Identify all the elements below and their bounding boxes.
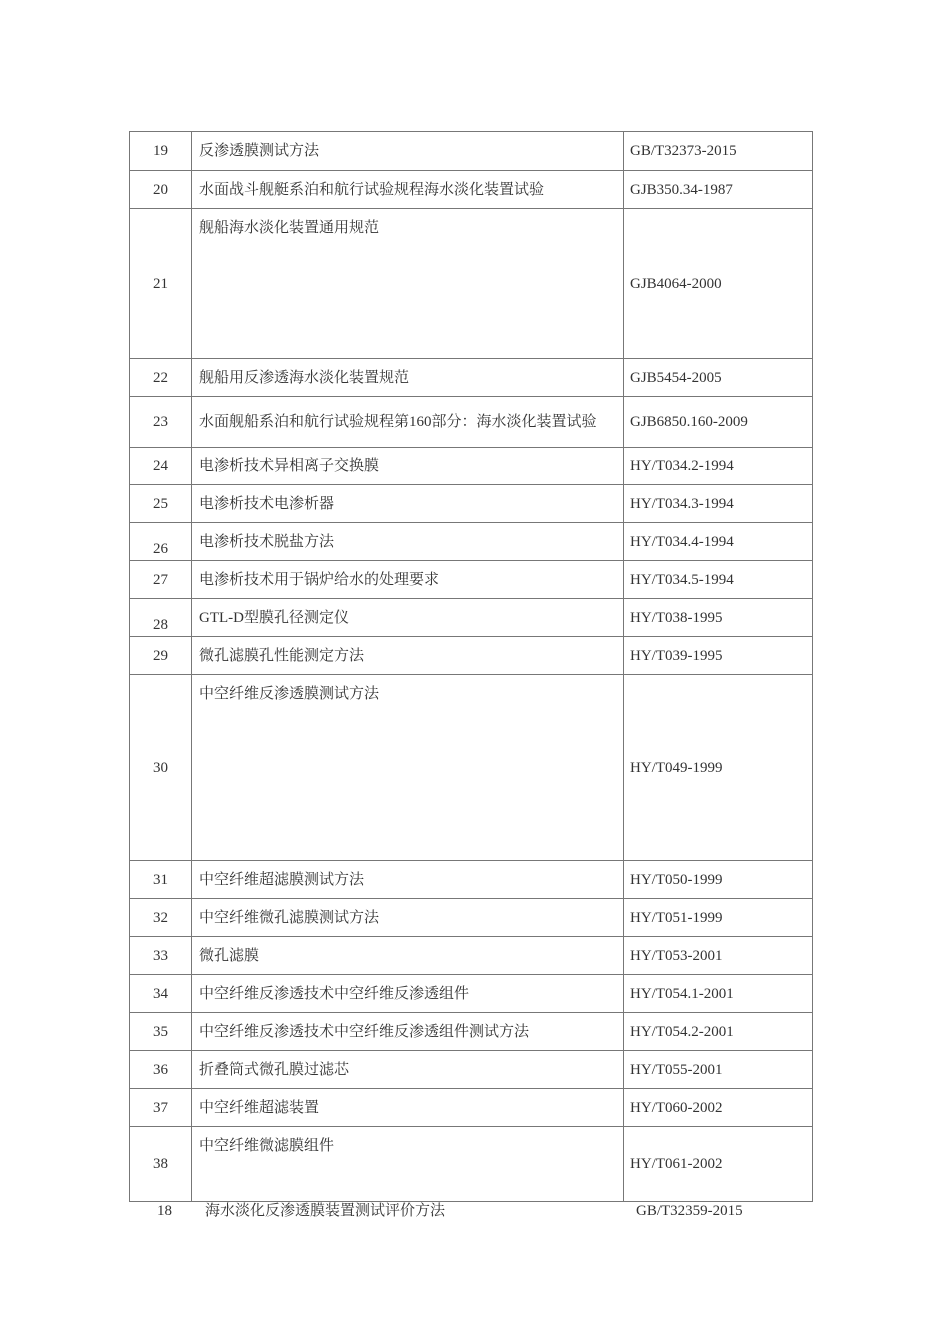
standard-name: 水面舰船系泊和航行试验规程第160部分：海水淡化装置试验: [192, 397, 624, 448]
standard-code: GJB5454-2005: [624, 359, 813, 397]
standards-table: [129, 131, 813, 1202]
row-number: 33: [130, 937, 192, 975]
row-number: 38: [130, 1127, 192, 1202]
row-number: 21: [130, 209, 192, 359]
standard-name: 折叠筒式微孔膜过滤芯: [192, 1051, 624, 1089]
standard-name: 中空纤维微孔滤膜测试方法: [192, 899, 624, 937]
trailing-row-name: 海水淡化反渗透膜装置测试评价方法: [205, 1203, 446, 1219]
standard-code: GB/T32373-2015: [624, 132, 813, 171]
trailing-row-code: GB/T32359-2015: [636, 1203, 743, 1219]
standard-name: 中空纤维超滤装置: [192, 1089, 624, 1127]
standard-code: HY/T039-1995: [624, 637, 813, 675]
row-number: 37: [130, 1089, 192, 1127]
table-row: [130, 1089, 813, 1127]
row-number: 34: [130, 975, 192, 1013]
row-number: 23: [130, 397, 192, 448]
row-number: 22: [130, 359, 192, 397]
standard-code: GJB6850.160-2009: [624, 397, 813, 448]
standard-name: 中空纤维反渗透膜测试方法: [192, 675, 624, 861]
row-number: 31: [130, 861, 192, 899]
standard-name: 舰船海水淡化装置通用规范: [192, 209, 624, 359]
standard-name: 舰船用反渗透海水淡化装置规范: [192, 359, 624, 397]
standard-name: 电渗析技术异相离子交换膜: [192, 448, 624, 485]
standard-name: 电渗析技术脱盐方法: [192, 523, 624, 561]
standard-name: 微孔滤膜孔性能测定方法: [192, 637, 624, 675]
table-row: [130, 132, 813, 171]
row-number: 35: [130, 1013, 192, 1051]
table-row: [130, 675, 813, 861]
table-row: [130, 561, 813, 599]
standard-name: 中空纤维微滤膜组件: [192, 1127, 624, 1202]
row-number: 32: [130, 899, 192, 937]
standard-name: 电渗析技术电渗析器: [192, 485, 624, 523]
table-row: [130, 1051, 813, 1089]
standard-name: 中空纤维超滤膜测试方法: [192, 861, 624, 899]
table-row: [130, 637, 813, 675]
row-number: 24: [130, 448, 192, 485]
standard-code: HY/T054.1-2001: [624, 975, 813, 1013]
table-row: [130, 359, 813, 397]
table-row: [130, 523, 813, 561]
row-number: 28: [130, 599, 192, 637]
row-number: 25: [130, 485, 192, 523]
standard-code: GJB350.34-1987: [624, 171, 813, 209]
standard-code: HY/T034.4-1994: [624, 523, 813, 561]
row-number: 20: [130, 171, 192, 209]
standard-name: 反渗透膜测试方法: [192, 132, 624, 171]
standard-name: 电渗析技术用于锅炉给水的处理要求: [192, 561, 624, 599]
standard-code: HY/T060-2002: [624, 1089, 813, 1127]
standard-name: 中空纤维反渗透技术中空纤维反渗透组件测试方法: [192, 1013, 624, 1051]
standard-code: HY/T061-2002: [624, 1127, 813, 1202]
standard-code: HY/T054.2-2001: [624, 1013, 813, 1051]
standard-code: HY/T034.2-1994: [624, 448, 813, 485]
standard-name: 中空纤维反渗透技术中空纤维反渗透组件: [192, 975, 624, 1013]
standard-code: HY/T034.3-1994: [624, 485, 813, 523]
standard-code: HY/T049-1999: [624, 675, 813, 861]
table-row: [130, 899, 813, 937]
table-row: [130, 171, 813, 209]
row-number: 30: [130, 675, 192, 861]
table-row: [130, 599, 813, 637]
standard-code: HY/T038-1995: [624, 599, 813, 637]
standard-code: HY/T034.5-1994: [624, 561, 813, 599]
standard-code: GJB4064-2000: [624, 209, 813, 359]
row-number: 27: [130, 561, 192, 599]
standard-name: 水面战斗舰艇系泊和航行试验规程海水淡化装置试验: [192, 171, 624, 209]
standard-name: 微孔滤膜: [192, 937, 624, 975]
standard-code: HY/T051-1999: [624, 899, 813, 937]
table-row: [130, 937, 813, 975]
table-row: [130, 448, 813, 485]
table-row: [130, 209, 813, 359]
standard-code: HY/T055-2001: [624, 1051, 813, 1089]
standard-code: HY/T053-2001: [624, 937, 813, 975]
table-row: [130, 1127, 813, 1202]
standard-code: HY/T050-1999: [624, 861, 813, 899]
standards-table-body: [130, 132, 813, 1202]
row-number: 19: [130, 132, 192, 171]
row-number: 36: [130, 1051, 192, 1089]
table-row: [130, 975, 813, 1013]
trailing-row-number: 18: [157, 1203, 172, 1219]
table-row: [130, 861, 813, 899]
row-number: 26: [130, 523, 192, 561]
standard-name: GTL-D型膜孔径测定仪: [192, 599, 624, 637]
table-row: [130, 1013, 813, 1051]
row-number: 29: [130, 637, 192, 675]
table-row: [130, 485, 813, 523]
table-row: [130, 397, 813, 448]
